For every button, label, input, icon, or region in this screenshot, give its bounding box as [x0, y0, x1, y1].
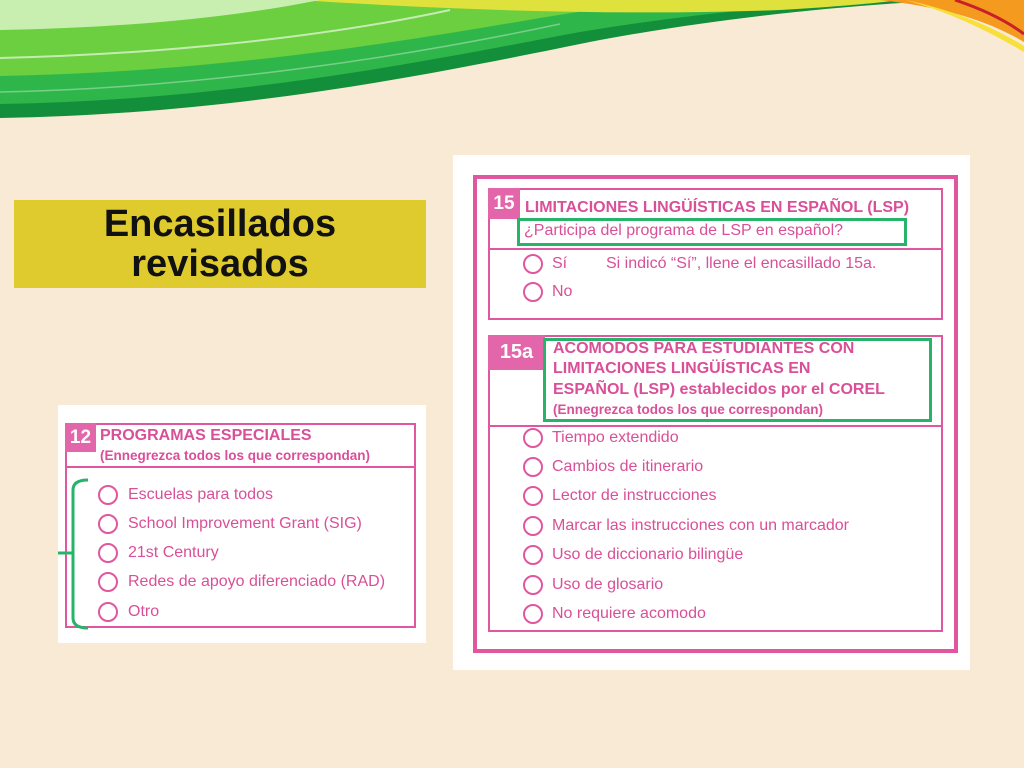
radio-circle-icon — [523, 575, 543, 595]
section-15-option-si: Sí — [552, 255, 568, 272]
section-15a-option: Lector de instrucciones — [552, 487, 717, 504]
section-15-number-badge: 15 — [488, 188, 520, 219]
radio-circle-icon — [523, 516, 543, 536]
decorative-swoosh — [0, 0, 1024, 130]
radio-circle-icon — [523, 457, 543, 477]
radio-circle-icon — [523, 486, 543, 506]
section-15a-option: Cambios de itinerario — [552, 458, 704, 475]
radio-circle-icon — [98, 543, 118, 563]
radio-circle-icon — [523, 604, 543, 624]
radio-circle-icon — [98, 602, 118, 622]
section-15-question: ¿Participa del programa de LSP en español? — [524, 222, 844, 239]
section-15a-option: Uso de diccionario bilingüe — [552, 546, 744, 563]
slide-title-line-2: revisados — [131, 243, 309, 285]
section-15a-instruction: (Ennegrezca todos los que correspondan) — [553, 402, 824, 417]
section-12-option: Escuelas para todos — [128, 486, 273, 503]
section-12-option: 21st Century — [128, 544, 219, 561]
section-12-option: Redes de apoyo diferenciado (RAD) — [128, 573, 386, 590]
radio-circle-icon — [523, 545, 543, 565]
section-12-instruction: (Ennegrezca todos los que correspondan) — [100, 448, 371, 463]
section-12-option: School Improvement Grant (SIG) — [128, 515, 362, 532]
section-15a-option: Marcar las instrucciones con un marcador — [552, 517, 850, 534]
section-15a-title-line-1: ACOMODOS PARA ESTUDIANTES CON — [553, 340, 855, 357]
section-15a-title-highlight — [543, 338, 932, 422]
section-15a-option: Tiempo extendido — [552, 429, 679, 446]
section-15a-divider — [488, 425, 943, 427]
radio-circle-icon — [523, 254, 543, 274]
section-15a-number-badge: 15a — [488, 335, 545, 370]
radio-circle-icon — [523, 428, 543, 448]
radio-circle-icon — [98, 485, 118, 505]
radio-circle-icon — [98, 514, 118, 534]
section-12-option: Otro — [128, 603, 160, 620]
section-12-divider — [65, 466, 416, 468]
section-12-number-badge: 12 — [65, 423, 96, 452]
section-15a-option: Uso de glosario — [552, 576, 664, 593]
section-15-option-no: No — [552, 283, 573, 300]
radio-circle-icon — [98, 572, 118, 592]
section-15-question-highlight — [517, 218, 907, 246]
section-15a-title-line-2: LIMITACIONES LINGÜÍSTICAS EN — [553, 360, 811, 377]
slide-title-box — [14, 200, 426, 288]
curly-bracket-icon — [55, 476, 95, 632]
section-15a-option: No requiere acomodo — [552, 605, 706, 622]
slide-title-line-1: Encasillados — [103, 203, 337, 245]
section-15-title: LIMITACIONES LINGÜÍSTICAS EN ESPAÑOL (LSP) — [525, 199, 910, 216]
radio-circle-icon — [523, 282, 543, 302]
section-12-title: PROGRAMAS ESPECIALES — [100, 427, 312, 444]
section-15-option-si-note: Si indicó “Sí”, llene el encasillado 15a. — [606, 255, 877, 272]
section-15-divider — [488, 248, 943, 250]
section-15a-title-line-3: ESPAÑOL (LSP) establecidos por el COREL — [553, 381, 885, 398]
